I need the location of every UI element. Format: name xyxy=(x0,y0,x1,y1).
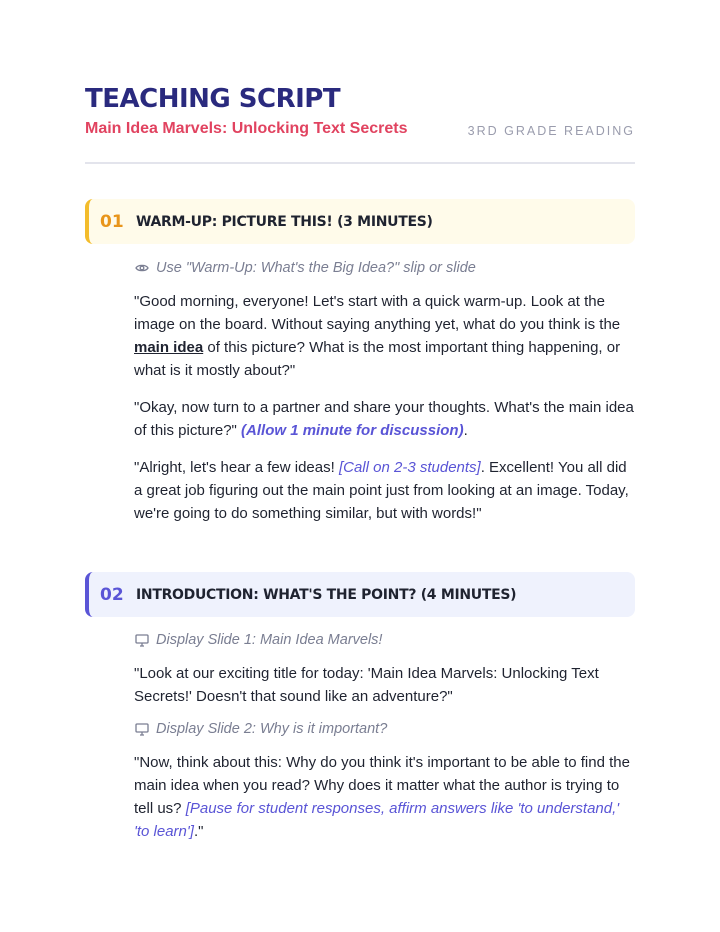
script-paragraph xyxy=(134,456,635,525)
teacher-note-text: Use "Warm-Up: What's the Big Idea?" slip or slide xyxy=(156,260,476,276)
script-paragraph xyxy=(134,396,635,442)
teacher-note xyxy=(134,260,635,276)
grade-label: 3RD GRADE READING xyxy=(467,124,635,138)
monitor-icon xyxy=(134,722,150,736)
document-title: TEACHING SCRIPT xyxy=(85,84,341,114)
document-header xyxy=(85,0,635,164)
teacher-note xyxy=(134,632,635,648)
section-body-warm-up xyxy=(134,260,635,525)
paragraph-text: "Good morning, everyone! Let's start with a quick warm-up. Look at the image on the board. Without saying anything yet, what do you think is the xyxy=(134,293,621,333)
script-paragraph xyxy=(134,751,635,843)
paragraph-text: "Alright, let's hear a few ideas! xyxy=(134,459,339,476)
monitor-icon xyxy=(134,633,150,647)
paragraph-text: . Excellent! You all did a great job figuring out the main point just from looking at an image. Today, we're going to do something similar, but with words!" xyxy=(134,459,629,522)
script-paragraph: "Look at our exciting title for today: 'Main Idea Marvels: Unlocking Text Secrets!' Doesn't that sound like an adventure?" xyxy=(134,665,599,705)
section-header-introduction xyxy=(85,572,635,617)
paragraph-text: "Now, think about this: Why do you think it's important to be able to find the main idea when you read? Why does it matter what the author is trying to tell us? xyxy=(134,754,630,817)
paragraph-text: . xyxy=(463,422,468,439)
section-number: 01 xyxy=(100,211,124,232)
teaching-script-page xyxy=(85,0,635,840)
paragraph-text: ." xyxy=(193,823,204,840)
section-number: 02 xyxy=(100,584,124,605)
document-subtitle: Main Idea Marvels: Unlocking Text Secrets xyxy=(85,120,408,137)
eye-icon xyxy=(134,261,150,275)
section-title: WARM-UP: PICTURE THIS! (3 MINUTES) xyxy=(136,213,433,230)
script-paragraph xyxy=(134,290,635,382)
emphasized-term: main idea xyxy=(134,339,204,356)
section-header-warm-up xyxy=(85,199,635,244)
stage-direction: (Allow 1 minute for discussion) xyxy=(241,422,464,439)
paragraph-text: "Okay, now turn to a partner and share your thoughts. What's the main idea of this picture?" xyxy=(134,399,634,439)
section-body-introduction xyxy=(134,632,635,843)
section-title: INTRODUCTION: WHAT'S THE POINT? (4 MINUTES) xyxy=(136,586,517,603)
stage-direction: [Pause for student responses, affirm answers like 'to understand,' 'to learn'] xyxy=(134,800,620,840)
teacher-note-text: Display Slide 2: Why is it important? xyxy=(156,721,388,737)
teacher-note-text: Display Slide 1: Main Idea Marvels! xyxy=(156,632,383,648)
teacher-note xyxy=(134,721,635,737)
paragraph-text: of this picture? What is the most important thing happening, or what is it mostly about?" xyxy=(134,339,621,379)
stage-direction: [Call on 2-3 students] xyxy=(338,459,481,476)
